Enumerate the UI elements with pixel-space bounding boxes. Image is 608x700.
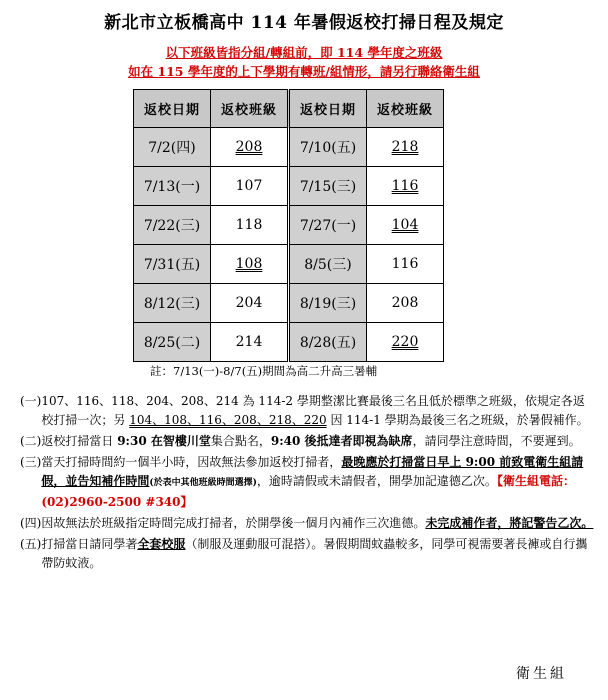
rule-item-3: [20, 453, 595, 512]
table-row: [134, 128, 444, 167]
rule-number: (二): [20, 434, 42, 448]
rule-text: ，逾時請假或未請假者，開學加記違德乙次。: [256, 474, 497, 488]
header-class-1: 返校班級: [211, 90, 289, 128]
date-cell: 8/28(五): [289, 323, 367, 362]
notice-line-1: [0, 43, 608, 61]
rule-number: (一): [20, 394, 42, 408]
rules-list: [20, 392, 595, 575]
rule-class-list: 104、108、116、208、218、220: [129, 413, 327, 427]
page-title: 新北市立板橋高中 114 年暑假返校打掃日程及規定: [104, 13, 504, 33]
header-date-2: 返校日期: [289, 90, 367, 128]
date-cell: 7/10(五): [289, 128, 367, 167]
class-cell: 107: [211, 167, 289, 206]
class-value: 104: [391, 217, 419, 233]
rule-text: 集合點名，: [210, 434, 271, 448]
class-cell: 208: [367, 284, 444, 323]
class-value: 218: [391, 139, 419, 155]
rule-emphasis: 最晚應於打掃當日早上 9:00 前致電衛生組請假，並告知補作時間: [41, 455, 584, 488]
schedule-table: [133, 89, 444, 362]
phone-number: 【衛生組電話：(02)2960-2500 #340】: [41, 474, 575, 509]
class-value: 220: [391, 334, 419, 350]
rule-number: (三): [20, 455, 42, 469]
rule-number: (四): [20, 516, 42, 530]
class-cell: 204: [211, 284, 289, 323]
table-row: [134, 167, 444, 206]
rule-body: [41, 432, 595, 451]
rule-text: ，請同學注意時間，不要遲到。: [412, 434, 581, 448]
class-cell: 214: [211, 323, 289, 362]
table-header-row: [134, 90, 444, 128]
date-cell: 7/31(五): [134, 245, 211, 284]
class-cell: [367, 323, 444, 362]
rule-item-1: [20, 392, 595, 430]
table-row: [134, 323, 444, 362]
notice-line-1-text: 以下班級皆指分組/轉組前，即 114 學年度之班級: [165, 45, 443, 60]
header-date-1: 返校日期: [134, 90, 211, 128]
rule-emphasis: 未完成補作者，將記警告乙次。: [425, 516, 594, 530]
date-cell: 8/5(三): [289, 245, 367, 284]
rule-body: [41, 535, 595, 573]
date-cell: 7/2(四): [134, 128, 211, 167]
class-value: 208: [235, 139, 263, 155]
class-value: 108: [235, 256, 263, 272]
rule-text: 打掃當日請同學著: [41, 537, 138, 551]
table-footnote: 註：7/13(一)-8/7(五)期間為高二升高三暑輔: [150, 364, 378, 378]
rule-text: 107、116、118、204、208、214 為 114-2 學期整潔比賽最後三名且低於標準之班級，依規定各返校打掃一次；另: [41, 394, 585, 427]
table-row: [134, 206, 444, 245]
rule-body: [41, 392, 595, 430]
rule-item-5: [20, 535, 595, 573]
date-cell: 7/27(一): [289, 206, 367, 245]
class-cell: [367, 167, 444, 206]
rule-text: 因 114-1 學期為最後三名之班級，於暑假補作。: [326, 413, 589, 427]
date-cell: 7/22(三): [134, 206, 211, 245]
class-value: 116: [391, 178, 419, 194]
date-cell: 7/15(三): [289, 167, 367, 206]
class-cell: [367, 206, 444, 245]
header-class-2: 返校班級: [367, 90, 444, 128]
class-cell: [211, 245, 289, 284]
rule-emphasis: 全套校服: [137, 537, 186, 551]
rule-body: [41, 453, 595, 512]
rule-text: 返校打掃當日: [41, 434, 118, 448]
rule-small-note: (於表中其他班級時間選擇): [149, 478, 257, 488]
date-cell: 8/25(二): [134, 323, 211, 362]
date-cell: 7/13(一): [134, 167, 211, 206]
notice-line-2-text: 如在 115 學年度的上下學期有轉班/組情形，請另行聯絡衛生組: [128, 64, 480, 79]
class-cell: [211, 128, 289, 167]
rule-emphasis: 9:40 後抵達者即視為缺席: [270, 434, 413, 448]
date-cell: 8/19(三): [289, 284, 367, 323]
class-cell: 116: [367, 245, 444, 284]
signature: 衛生組: [516, 666, 567, 682]
rule-text: 因故無法於班級指定時間完成打掃者，於開學後一個月內補作三次進德。: [41, 516, 426, 530]
rule-text: 當天打掃時間約一個半小時，因故無法參加返校打掃者，: [41, 455, 342, 469]
rule-body: [41, 514, 595, 533]
class-cell: [367, 128, 444, 167]
rule-emphasis: 9:30 在智樓川堂: [117, 434, 211, 448]
rule-item-2: [20, 432, 595, 451]
notice-line-2: [0, 62, 608, 80]
rule-number: (五): [20, 537, 42, 551]
table-row: [134, 245, 444, 284]
table-row: [134, 284, 444, 323]
class-cell: 118: [211, 206, 289, 245]
date-cell: 8/12(三): [134, 284, 211, 323]
rule-item-4: [20, 514, 595, 533]
rule-text: （制服及運動服可混搭）。暑假期間蚊蟲較多，同學可視需要著長褲或自行攜帶防蚊液。: [41, 537, 588, 570]
